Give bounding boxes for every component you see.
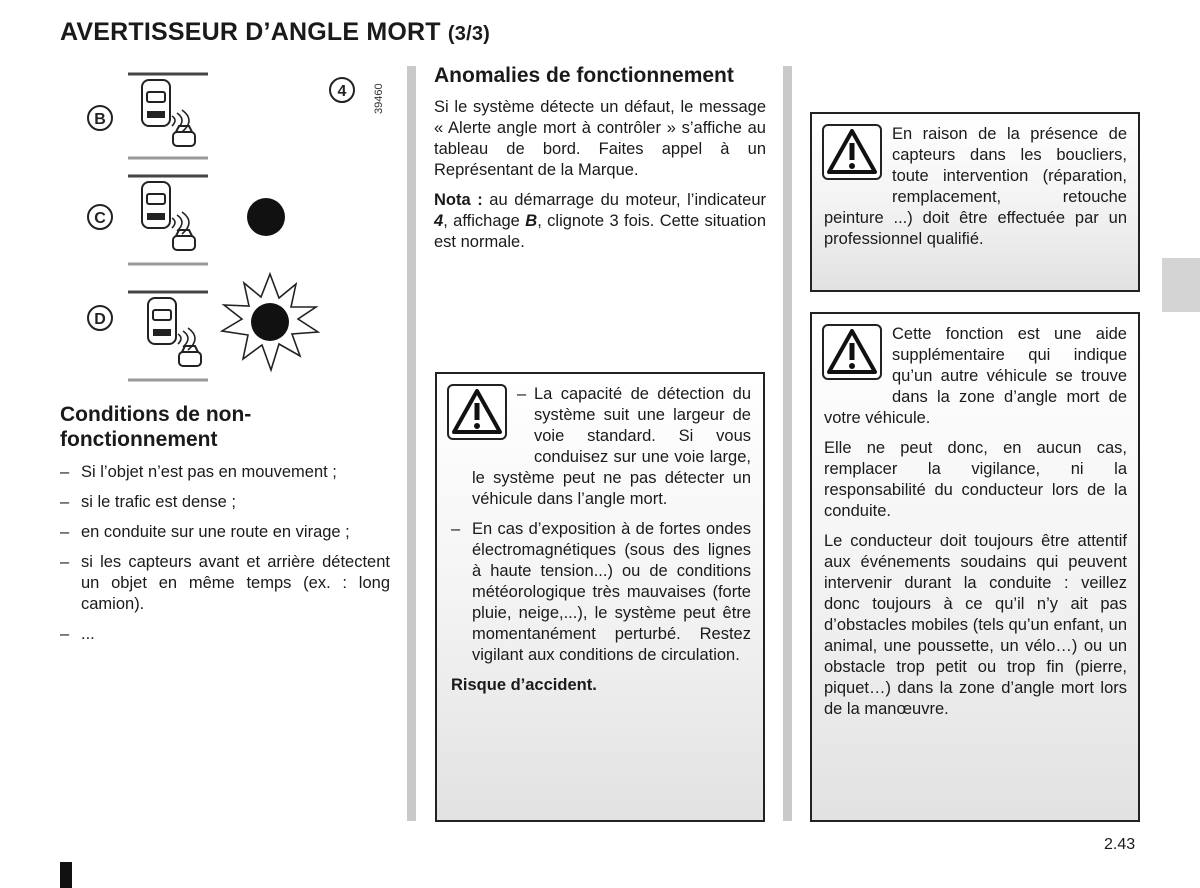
list-item: – Si l’objet n’est pas en mouvement ;	[60, 462, 390, 483]
nota-text-2: , affichage	[443, 212, 526, 230]
warning-box-detection-text	[451, 384, 751, 696]
box-list-item: – En cas d’exposition à de fortes ondes électromagnétiques (sous des lignes à haute tension...) ou de conditions météorologique très mauvaises (forte pluie, neige,...), le système peut être momentanément perturbé. Restez vigilant aux conditions de circulation.	[451, 520, 751, 664]
page-number: 2.43	[1104, 836, 1136, 853]
svg-text:B: B	[94, 111, 106, 128]
corner-marker	[60, 862, 72, 888]
accident-risk: Risque d’accident.	[451, 676, 597, 694]
nota-text-1: au démarrage du moteur, l’indicateur	[482, 191, 766, 209]
nota-label: Nota :	[434, 191, 483, 209]
nota-paragraph	[434, 190, 766, 253]
svg-text:C: C	[94, 210, 106, 227]
driver-paragraph-2: Elle ne peut donc, en aucun cas, remplacer la vigilance, ni la responsabilité du conducteur lors de la conduite.	[824, 439, 1127, 520]
nota-ref-2: B	[525, 212, 538, 230]
label-c	[88, 205, 112, 229]
page-title	[60, 18, 490, 47]
indicator-off-icon	[247, 198, 285, 236]
blind-spot-diagram	[60, 62, 405, 392]
box-list-item: – La capacité de détection du système suit une largeur de voie standard. Si vous conduisez sur une voie large, le système peut ne pas détecter un véhicule dans l’angle mort.	[472, 385, 751, 508]
svg-text:D: D	[94, 311, 106, 328]
list-item: – si les capteurs avant et arrière détectent un objet en même temps (ex. : long camion).	[60, 552, 390, 615]
label-d	[88, 306, 112, 330]
repair-text: En raison de la présence de capteurs dans les boucliers, toute intervention (réparation, remplacement, retouche peinture ...) doit être effectuée par un professionnel qualifié.	[824, 125, 1127, 248]
non-operation-list	[60, 462, 390, 645]
column-separator-right	[783, 66, 792, 821]
repair-text-wrap	[824, 124, 1127, 250]
malfunction-paragraph: Si le système détecte un défaut, le message « Alerte angle mort à contrôler » s’affiche au tableau de bord. Faites appel à un Représentant de la Marque.	[434, 98, 766, 179]
indicator-ref-number	[330, 78, 354, 102]
column-separator-left	[407, 66, 416, 821]
driver-paragraph-3: Le conducteur doit toujours être attentif aux événements soudains qui peuvent intervenir durant la conduite : veillez donc toujours à ce qu’il n’y ait pas d’obstacles mobiles (tels qu’un enfant, un animal, une poussette, un vélo…) ou un obstacle trop petit ou trop fin (pierre, piquet…) dans la zone d’angle mort lors de la manœuvre.	[824, 532, 1127, 718]
warning-box-repair	[810, 112, 1140, 292]
image-code: 39460	[373, 83, 385, 114]
warning-box-driver-responsibility	[810, 312, 1140, 822]
list-item: – ...	[60, 624, 390, 645]
label-b	[88, 106, 112, 130]
warning-box-detection	[435, 372, 765, 822]
driver-paragraph-1: Cette fonction est une aide supplémentaire qui indique qu’un autre véhicule se trouve dans la zone d’angle mort de votre véhicule.	[824, 325, 1127, 427]
indicator-flashing-icon	[222, 274, 318, 370]
nota-ref-1: 4	[434, 212, 444, 230]
non-operation-heading: Conditions de non-fonctionnement	[60, 403, 252, 451]
driver-text-wrap	[824, 324, 1127, 720]
malfunction-section	[434, 63, 766, 253]
non-operation-section	[60, 402, 390, 654]
malfunction-heading: Anomalies de fonctionnement	[434, 64, 734, 87]
nota-text-3: , clignote 3 fois. Cette situation est normale.	[434, 212, 767, 251]
blind-spot-figure	[60, 62, 405, 392]
list-item: – en conduite sur une route en virage ;	[60, 522, 390, 543]
list-item: – si le trafic est dense ;	[60, 492, 390, 513]
page-title-suffix: (3/3)	[447, 23, 491, 45]
svg-text:4: 4	[337, 83, 347, 100]
section-tab-marker	[1162, 258, 1200, 312]
page-title-text: AVERTISSEUR D’ANGLE MORT	[60, 18, 441, 46]
